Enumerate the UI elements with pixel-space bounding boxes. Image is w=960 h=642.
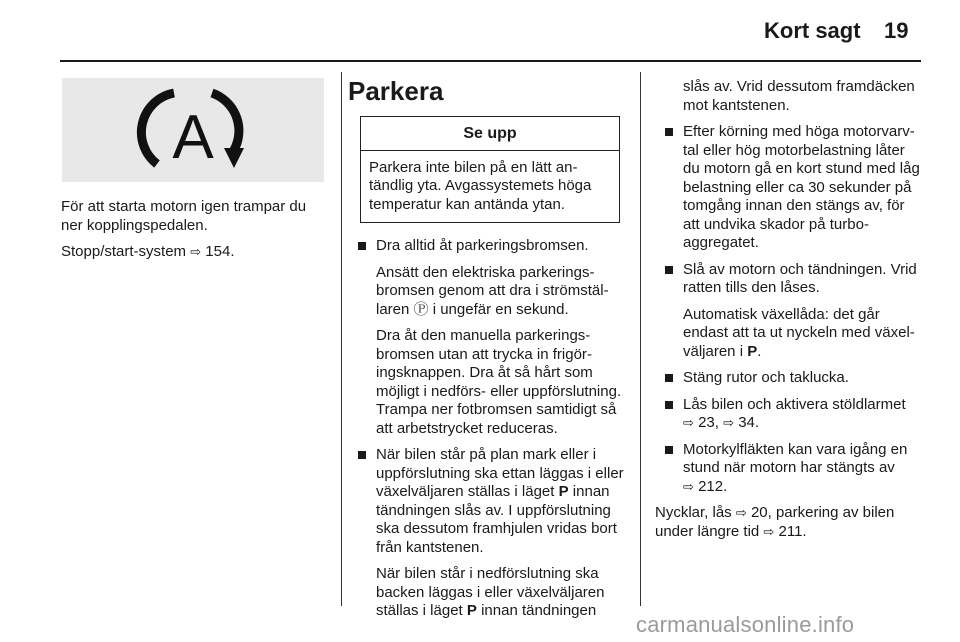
cross-reference[interactable]: 212. xyxy=(698,477,728,495)
page-number: 19 xyxy=(884,18,909,43)
xref-arrow-icon: ⇨ xyxy=(763,523,775,539)
column-right xyxy=(655,78,925,549)
parking-brake-switch-icon: Ⓟ xyxy=(413,300,429,318)
xref-arrow-icon: ⇨ xyxy=(723,415,735,430)
column-divider xyxy=(640,72,641,606)
xref-arrow-icon: ⇨ xyxy=(683,415,694,430)
list-item: Dra alltid åt parkeringsbromsen. Ansätt den elektriska parkeringsbromsen genom att dra i strömställaren Ⓟ i ungefär en sekund. Dra åt den manuella parkeringsbromsen utan att trycka in frigöringsknappen. Dra åt så hårt som möjligt i nedförs- eller uppförslutning. Trampa ner fotbromsen samtidigt så att arbetstrycket reduceras. xyxy=(348,237,630,438)
watermark: carmanualsonline.info xyxy=(636,612,855,637)
list-item: När bilen står på plan mark eller i uppförslutning ska ettan läggas i eller växelväljaren ställas i läget P innan tändningen slås av. I uppförslutning ska dessutom framhjulen vridas bort från kantstenen. När bilen står i nedförslutning ska backen läggas i eller växelväljaren ställas i läget P innan tändningen xyxy=(348,446,630,621)
xref-arrow-icon: ⇨ xyxy=(735,505,747,520)
list-item: Stäng rutor och taklucka. xyxy=(655,369,925,388)
auto-stop-start-illustration xyxy=(62,78,324,182)
bullet-icon xyxy=(665,401,673,409)
paragraph: För att starta motorn igen trampar du ner kopplingspedalen. xyxy=(61,198,307,234)
column-middle xyxy=(348,72,630,629)
list-item: Lås bilen och aktivera stöldlarmet ⇨ 23, ⇨ 34. xyxy=(655,396,925,433)
cross-reference[interactable]: 34. xyxy=(738,414,760,431)
bullet-icon xyxy=(665,446,673,454)
cross-reference[interactable]: 23, xyxy=(698,414,719,431)
bullet-icon xyxy=(358,242,366,250)
header-rule xyxy=(60,60,921,62)
bullet-icon xyxy=(665,266,673,274)
bullet-icon xyxy=(665,128,673,136)
list-item: Efter körning med höga motorvarvtal eller hög motorbelastning låter du motorn gå en kort stund med låg belastning eller ca 30 sekunder på tomgång innan den stängs av, för att undvika skador på turboaggregatet. xyxy=(655,123,925,253)
warning-body: Parkera inte bilen på en lätt antändlig yta. Avgassystemets höga temperatur kan antända ytan. xyxy=(369,158,592,213)
xref-arrow-icon: ⇨ xyxy=(190,244,202,259)
xref-arrow-icon: ⇨ xyxy=(683,478,694,494)
bullet-icon xyxy=(358,451,366,459)
auto-stop-start-icon xyxy=(62,78,324,182)
cross-reference[interactable]: 20, parkering av bilen under längre tid xyxy=(655,504,895,540)
paragraph: slås av. Vrid dessutom framdäcken mot kantstenen. xyxy=(683,78,915,114)
list-item: Slå av motorn och tändningen. Vrid ratten tills den låses. Automatisk växellåda: det går endast att ta ut nyckeln med växelväljaren i P. xyxy=(655,261,925,362)
running-header: Kort sagt xyxy=(764,18,861,43)
column-left xyxy=(61,198,331,270)
warning-title: Se upp xyxy=(361,117,619,151)
cross-reference[interactable]: 211. xyxy=(778,522,807,540)
footer-references: Nycklar, lås ⇨ 20, parkering av bilen under längre tid ⇨ 211. xyxy=(655,504,895,540)
bullet-icon xyxy=(665,374,673,382)
svg-text:A: A xyxy=(172,103,214,172)
column-divider xyxy=(341,72,342,606)
list-item: Motorkylfläkten kan vara igång en stund när motorn har stängts av ⇨ 212. xyxy=(655,441,925,497)
section-title: Parkera xyxy=(348,76,444,106)
warning-box xyxy=(360,116,620,223)
cross-reference[interactable]: Stopp/start-system ⇨ 154. xyxy=(61,243,235,260)
